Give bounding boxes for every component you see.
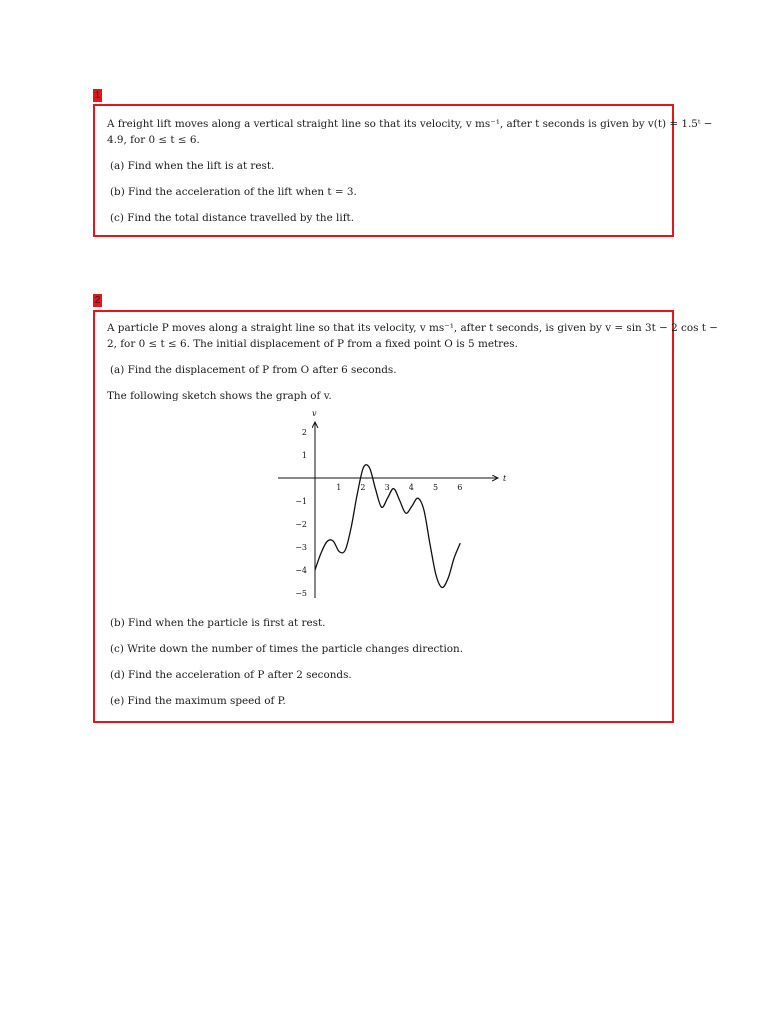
y-tick-label: −4 — [295, 566, 307, 575]
y-tick-label: 1 — [301, 451, 307, 460]
x-tick-label: 2 — [360, 483, 366, 492]
y-tick-label: −3 — [295, 543, 307, 552]
question-1-part-b: (b) Find the acceleration of the lift when t = 3. — [110, 186, 357, 198]
question-1-stem-line-2: 4.9, for 0 ≤ t ≤ 6. — [107, 134, 200, 146]
question-2-part-c: (c) Write down the number of times the particle changes direction. — [110, 643, 464, 655]
y-axis-label: v — [312, 409, 317, 418]
x-tick-label: 4 — [408, 483, 414, 492]
x-tick-label: 3 — [384, 483, 390, 492]
y-tick-label: −1 — [295, 497, 307, 506]
question-1-part-a: (a) Find when the lift is at rest. — [110, 160, 275, 172]
x-tick-label: 1 — [336, 483, 342, 492]
y-tick-label: −2 — [295, 520, 307, 529]
question-2-part-a: (a) Find the displacement of P from O after 6 seconds. — [110, 364, 397, 376]
question-1-part-c: (c) Find the total distance travelled by the lift. — [110, 212, 355, 224]
question-1-stem-line-1: A freight lift moves along a vertical straight line so that its velocity, v ms⁻¹, after t seconds is given by v(t) = 1.5ᵗ − — [107, 118, 713, 130]
x-tick-label: 6 — [457, 483, 463, 492]
question-2-part-b: (b) Find when the particle is first at rest. — [110, 617, 326, 629]
question-number-badge: 2 — [94, 295, 101, 306]
x-tick-label: 5 — [433, 483, 439, 492]
y-tick-label: 2 — [301, 428, 307, 437]
question-number-badge: 1 — [94, 90, 101, 101]
question-2-part-d: (d) Find the acceleration of P after 2 seconds. — [110, 669, 352, 681]
y-tick-label: −5 — [295, 589, 307, 598]
question-2-stem-line-2: 2, for 0 ≤ t ≤ 6. The initial displacement of P from a fixed point O is 5 metres. — [107, 338, 518, 350]
x-axis-label: t — [503, 474, 507, 483]
question-2-stem-line-1: A particle P moves along a straight line so that its velocity, v ms⁻¹, after t seconds, is given by v = sin 3t − 2 cos t − — [107, 322, 718, 334]
sketch-intro: The following sketch shows the graph of v. — [107, 390, 332, 402]
question-2-part-e: (e) Find the maximum speed of P. — [110, 695, 286, 707]
